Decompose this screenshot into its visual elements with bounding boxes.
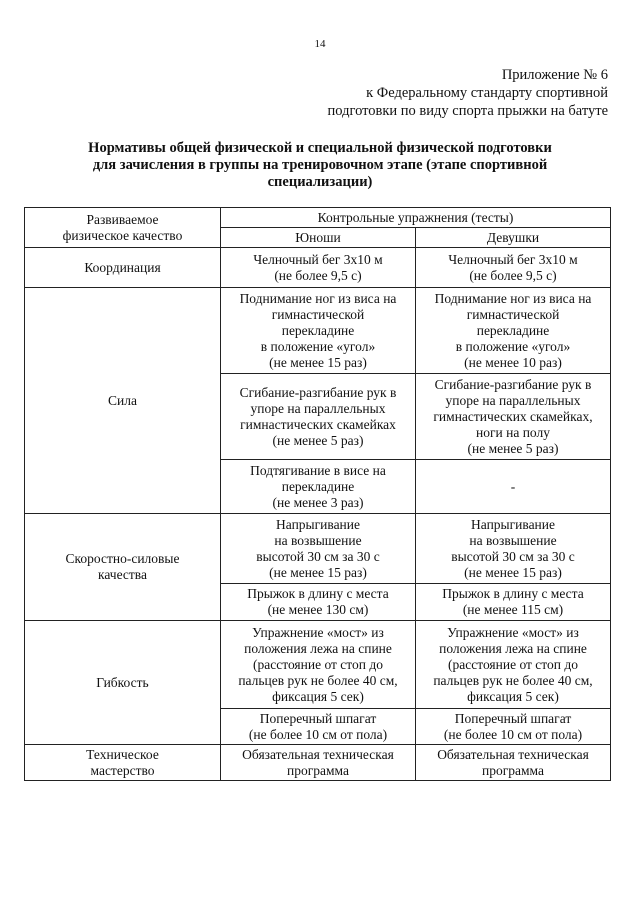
cell-line: (не более 10 см от пола) (248, 726, 388, 742)
appendix-line: Приложение № 6 (501, 67, 608, 83)
cell-line: гимнастической (271, 306, 365, 322)
header-quality-cell: Развиваемое физическое качество (25, 208, 221, 248)
cell-line: Обязательная техническая (437, 746, 589, 762)
girls-cell (416, 584, 611, 621)
cell-line: Прыжок в длину с места (442, 586, 584, 601)
cell-line: Сгибание-разгибание рук в (434, 376, 592, 392)
girls-cell (416, 514, 611, 584)
document-title (60, 140, 580, 191)
boys-cell (221, 621, 416, 709)
boys-cell (221, 709, 416, 745)
title-line: для зачисления в группы на тренировочном этапе (этапе спортивной (92, 157, 548, 173)
cell-line: Сгибание-разгибание рук в (239, 384, 397, 400)
cell-line: (не менее 115 см) (462, 602, 564, 617)
cell-line: Челночный бег 3х10 м (448, 251, 578, 267)
girls-cell (416, 709, 611, 745)
cell-line: пальцев рук не более 40 см, (238, 672, 398, 688)
cell-line: перекладине (281, 478, 355, 494)
quality-cell-speed-strength: Скоростно-силовые качества (25, 514, 221, 621)
cell-line: перекладине (281, 322, 355, 338)
cell-line: упоре на параллельных (250, 400, 386, 416)
cell-line: пальцев рук не более 40 см, (433, 672, 593, 688)
cell-line: в положение «угол» (455, 338, 571, 354)
cell-line: (не более 9,5 с) (469, 267, 557, 283)
cell-line: ноги на полу (476, 424, 550, 440)
cell-line: высотой 30 см за 30 с (256, 548, 380, 564)
cell-line: на возвышение (469, 532, 557, 548)
cell-line: (не более 9,5 с) (274, 267, 362, 283)
cell-line: Напрыгивание (471, 516, 555, 532)
girls-cell (416, 374, 611, 460)
girls-cell (416, 460, 611, 514)
cell-line: упоре на параллельных (445, 392, 581, 408)
girls-cell (416, 745, 611, 781)
cell-line: Поперечный шпагат (259, 710, 377, 726)
cell-line: фиксация 5 сек) (272, 688, 364, 704)
header-boys-cell: Юноши (221, 228, 416, 248)
boys-cell (221, 288, 416, 374)
page-number: 14 (314, 38, 326, 50)
cell-line: (не менее 3 раз) (272, 494, 364, 510)
cell-line: Обязательная техническая (242, 746, 394, 762)
cell-line: Поднимание ног из виса на (239, 290, 397, 306)
cell-line: Прыжок в длину с места (247, 586, 389, 601)
cell-line: - (510, 478, 516, 494)
boys-cell (221, 745, 416, 781)
cell-line: положения лежа на спине (244, 640, 392, 656)
boys-cell (221, 248, 416, 288)
cell-line: программа (287, 762, 349, 778)
cell-line: положения лежа на спине (439, 640, 587, 656)
title-line: специализации) (267, 174, 373, 190)
cell-line: программа (482, 762, 544, 778)
norms-table (24, 207, 611, 781)
header-girls-cell: Девушки (416, 228, 611, 248)
cell-line: фиксация 5 сек) (467, 688, 559, 704)
cell-line: (не менее 5 раз) (467, 440, 559, 456)
girls-cell (416, 288, 611, 374)
cell-line: Упражнение «мост» из (447, 624, 579, 640)
cell-line: гимнастических скамейках (240, 416, 396, 432)
cell-line: (не менее 5 раз) (272, 432, 364, 448)
cell-line: Поперечный шпагат (454, 710, 572, 726)
cell-line: (не менее 10 раз) (464, 354, 562, 370)
cell-line: Напрыгивание (276, 516, 360, 532)
boys-cell (221, 514, 416, 584)
appendix-header (288, 66, 608, 120)
cell-line: на возвышение (274, 532, 362, 548)
cell-line: (не менее 15 раз) (464, 564, 562, 580)
cell-line: Поднимание ног из виса на (434, 290, 592, 306)
cell-line: (не менее 15 раз) (269, 354, 367, 370)
appendix-line: к Федеральному стандарту спортивной (366, 85, 608, 101)
girls-cell (416, 248, 611, 288)
boys-cell (221, 460, 416, 514)
quality-cell-strength: Сила (25, 288, 221, 514)
header-tests-cell: Контрольные упражнения (тесты) (221, 208, 611, 228)
cell-line: Упражнение «мост» из (252, 624, 384, 640)
cell-line: гимнастических скамейках, (433, 408, 593, 424)
girls-cell (416, 621, 611, 709)
cell-line: в положение «угол» (260, 338, 376, 354)
quality-cell-coordination: Координация (25, 248, 221, 288)
cell-line: перекладине (476, 322, 550, 338)
cell-line: (не более 10 см от пола) (443, 726, 583, 742)
quality-cell-technique: Техническое мастерство (25, 745, 221, 781)
boys-cell (221, 374, 416, 460)
cell-line: (не менее 130 см) (267, 602, 369, 617)
cell-line: Челночный бег 3х10 м (253, 251, 383, 267)
cell-line: (расстояние от стоп до (253, 656, 383, 672)
cell-line: (расстояние от стоп до (448, 656, 578, 672)
title-line: Нормативы общей физической и специальной физической подготовки (88, 140, 552, 156)
boys-cell (221, 584, 416, 621)
quality-cell-flexibility: Гибкость (25, 621, 221, 745)
cell-line: гимнастической (466, 306, 560, 322)
cell-line: (не менее 15 раз) (269, 564, 367, 580)
cell-line: высотой 30 см за 30 с (451, 548, 575, 564)
cell-line: Подтягивание в висе на (250, 462, 386, 478)
appendix-line: подготовки по виду спорта прыжки на батуте (327, 103, 608, 119)
